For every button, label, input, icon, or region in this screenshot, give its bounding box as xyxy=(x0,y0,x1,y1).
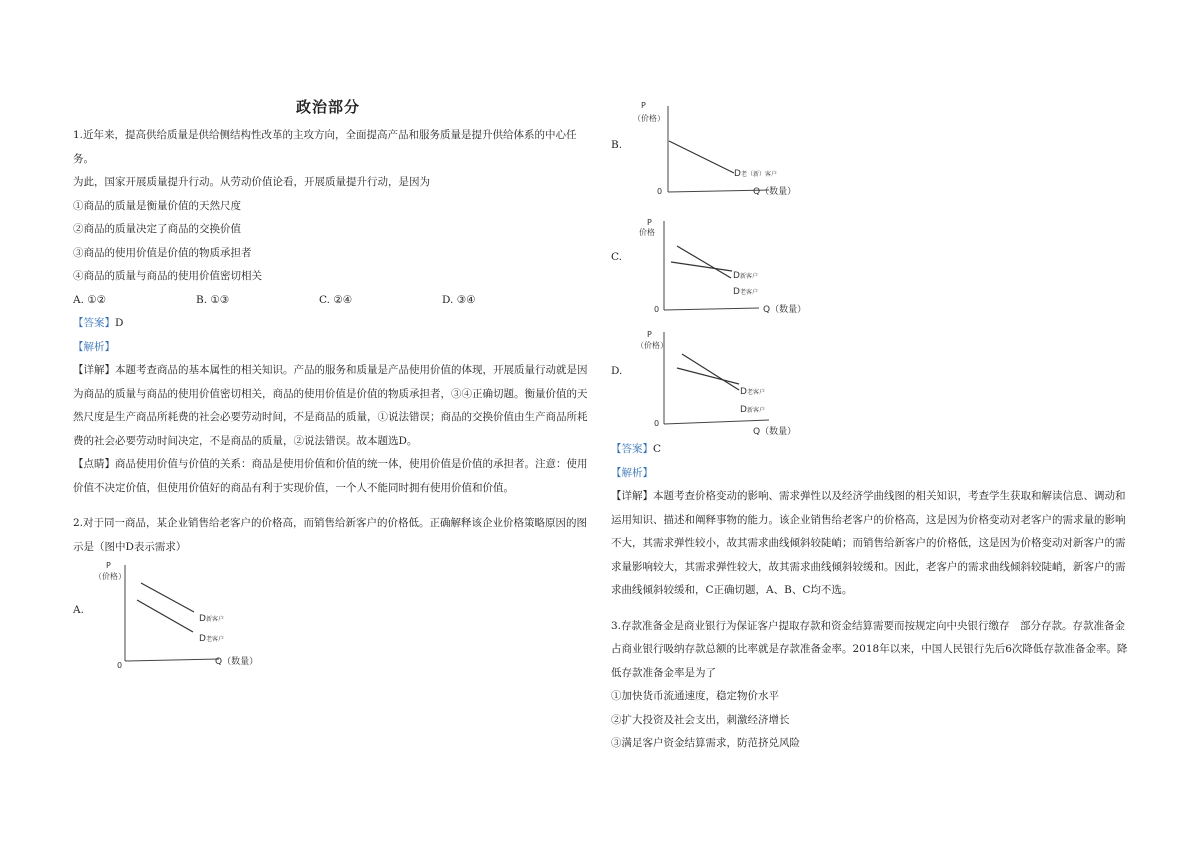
svg-text:D新客户: D新客户 xyxy=(733,271,758,281)
left-column xyxy=(73,124,595,669)
q2-option-b-label: B. xyxy=(611,139,623,151)
q2-answer xyxy=(611,438,1131,462)
q1-detail-text: 本题考查商品的基本属性的相关知识。产品的服务和质量是产品使用价值的体现，开展质量行动就是因为商品的质量与商品的使用价值密切相关，商品的使用价值是价值的物质承担者，③④正确切题。衡量价值的天然尺度是生产商品所耗费的社会必要劳动时间，不是商品的质量，①说法错误；商品的交换价值由生产商品所耗费的社会必要劳动时间决定，不是商品的质量，②说法错误。故本题选D。 xyxy=(73,364,588,447)
q1-stem-line1: 1.近年来，提高供给质量是供给侧结构性改革的主攻方向，全面提高产品和服务质量是提升供给体系的中心任务。 xyxy=(73,129,577,165)
detail-tag: 【详解】 xyxy=(73,364,115,376)
svg-text:D新客户: D新客户 xyxy=(740,405,765,415)
q1-statement: ①商品的质量是衡量价值的天然尺度 xyxy=(73,199,241,212)
q2-stem-line2: 示是（图中D表示需求） xyxy=(73,540,187,553)
q1-options xyxy=(73,289,595,313)
q2-stem-line1: 2.对于同一商品，某企业销售给老客户的价格高，而销售给新客户的价格低。正确解释该企业价格策略原因的图 xyxy=(73,517,588,529)
q1-option-d: D. ③④ xyxy=(442,293,476,306)
q1-statement: ②商品的质量决定了商品的交换价值 xyxy=(73,223,241,235)
q1-statement: ③商品的使用价值是价值的物质承担者 xyxy=(73,246,252,259)
svg-text:0: 0 xyxy=(654,305,660,314)
svg-text:P: P xyxy=(641,101,646,110)
q1-stem-line2: 为此，国家开展质量提升行动。从劳动价值论看，开展质量提升行动，是因为 xyxy=(73,176,430,188)
q2-option-d-label: D. xyxy=(611,365,623,377)
graph-d xyxy=(619,316,829,438)
q2-option-a-label: A. xyxy=(73,604,84,616)
svg-text:（价格）: （价格） xyxy=(94,572,126,581)
q3-statement: ③满足客户资金结算需求，防范挤兑风险 xyxy=(611,737,800,749)
section-title: 政治部分 xyxy=(296,98,361,116)
answer-tag: 【答案】 xyxy=(611,443,653,455)
svg-text:P: P xyxy=(647,218,652,227)
svg-text:0: 0 xyxy=(117,661,123,669)
answer-tag: 【答案】 xyxy=(73,317,115,329)
q2-detail xyxy=(611,485,1131,603)
svg-text:P: P xyxy=(106,561,111,570)
q1-detail xyxy=(73,359,595,453)
q2-analysis-tag: 【解析】 xyxy=(611,466,653,479)
svg-text:D老客户: D老客户 xyxy=(199,634,224,644)
svg-text:Q（数量）: Q（数量） xyxy=(763,305,807,315)
q1-answer-value: D xyxy=(115,317,124,329)
graph-c xyxy=(619,206,829,316)
svg-text:P: P xyxy=(647,330,652,339)
q1-tip-text: 商品使用价值与价值的关系：商品是使用价值和价值的统一体，使用价值是价值的承担者。注意：使用价值不决定价值，但使用价值好的商品有利于实现价值，一个人不能同时拥有使用价值和价值。 xyxy=(73,458,588,494)
q1-option-a: A. ①② xyxy=(73,293,107,306)
q1-tip xyxy=(73,453,595,500)
svg-text:Q（数量）: Q（数量） xyxy=(753,187,797,197)
svg-text:Q（数量）: Q（数量） xyxy=(215,657,259,667)
svg-text:D老客户: D老客户 xyxy=(740,387,765,397)
q2-option-c-label: C. xyxy=(611,251,622,263)
svg-text:D老（新）客户: D老（新）客户 xyxy=(734,169,777,179)
svg-text:（价格）: （价格） xyxy=(636,341,668,350)
q3-statement: ②扩大投资及社会支出，刺激经济增长 xyxy=(611,713,790,726)
q2-option-b-row xyxy=(611,96,1131,206)
q2-option-d-row xyxy=(611,316,1131,438)
q1-statement: ④商品的质量与商品的使用价值密切相关 xyxy=(73,270,262,282)
q2-answer-value: C xyxy=(653,443,662,455)
svg-text:价格: 价格 xyxy=(639,228,655,237)
graph-b xyxy=(619,96,829,206)
q1-analysis-tag: 【解析】 xyxy=(73,340,115,353)
detail-tag: 【详解】 xyxy=(611,490,653,502)
svg-text:0: 0 xyxy=(654,419,660,428)
graph-a xyxy=(89,559,289,669)
q2-option-a-row xyxy=(73,559,595,669)
q1-option-b: B. ①③ xyxy=(196,293,230,306)
q3-statement: ①加快货币流通速度，稳定物价水平 xyxy=(611,690,779,702)
q1-option-c: C. ②④ xyxy=(319,293,353,306)
q2-option-c-row xyxy=(611,206,1131,316)
svg-text:D老客户: D老客户 xyxy=(733,287,758,297)
q1-answer xyxy=(73,312,595,336)
right-column xyxy=(611,96,1131,756)
q3-stem: 3.存款准备金是商业银行为保证客户提取存款和资金结算需要而按规定向中央银行缴存 部分存款。存款准备金占商业银行吸纳存款总额的比率就是存款准备金率。2018年以来，中国人民银行先后6次降低存款准备金率。降低存款准备金率是为了 xyxy=(611,619,1128,679)
tip-tag: 【点睛】 xyxy=(73,458,115,470)
svg-text:（价格）: （价格） xyxy=(633,114,665,123)
svg-text:0: 0 xyxy=(657,187,663,196)
q2-detail-text: 本题考查价格变动的影响、需求弹性以及经济学曲线图的相关知识，考查学生获取和解读信息、调动和运用知识、描述和阐释事物的能力。该企业销售给老客户的价格高，这是因为价格变动对老客户的需求量的影响不大，其需求弹性较小，故其需求曲线倾斜较陡峭；而销售给新客户的价格低，这是因为价格变动对新客户的需求量影响较大，其需求弹性较大，故其需求曲线倾斜较缓和。因此，老客户的需求曲线倾斜较陡峭，新客户的需求曲线倾斜较缓和，C正确切题，A、B、C均不选。 xyxy=(611,490,1126,596)
svg-text:Q（数量）: Q（数量） xyxy=(753,427,797,437)
svg-text:D新客户: D新客户 xyxy=(199,614,224,624)
